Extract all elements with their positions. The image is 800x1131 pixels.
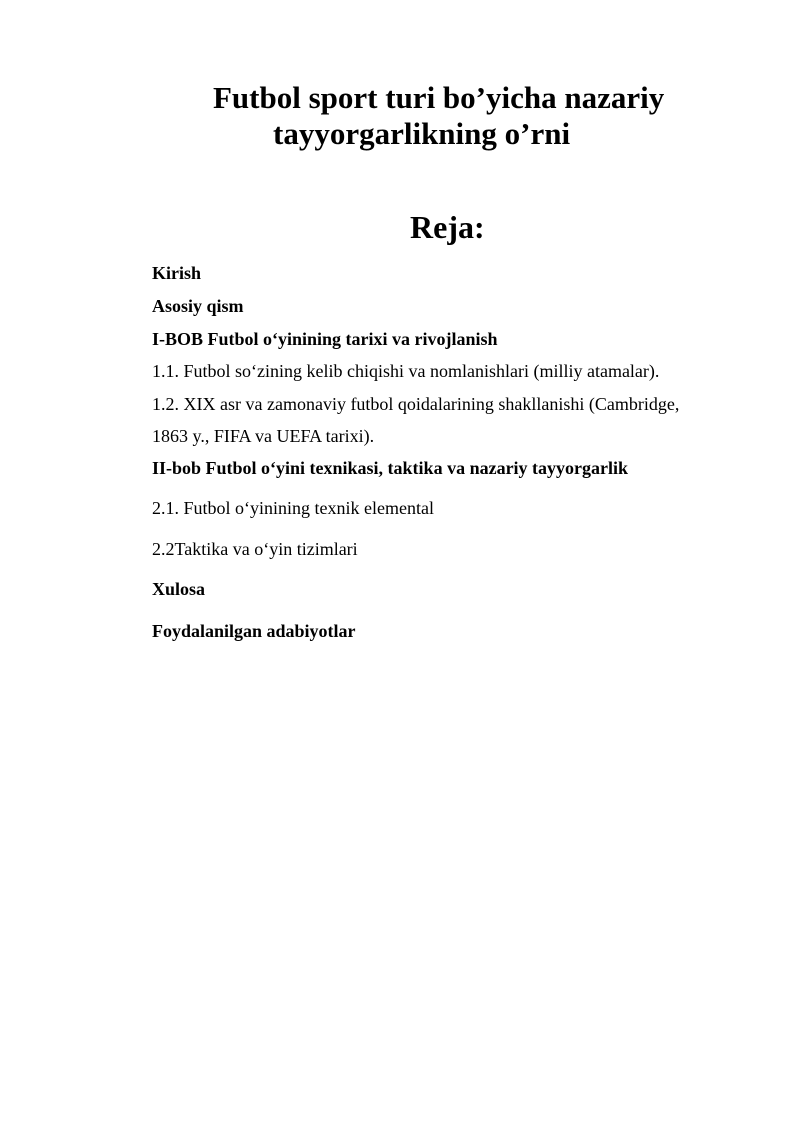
plan-item-section-1-2: 1.2. XIX asr va zamonaviy futbol qoidalarining shakllanishi (Cambridge, (152, 394, 680, 414)
plan-item-chapter-1: I-BOB Futbol o‘yinining tarixi va rivojlanish (152, 329, 498, 349)
plan-heading: Reja: (410, 209, 485, 245)
document-title-line-2: tayyorgarlikning o’rni (273, 116, 571, 151)
plan-item-section-2-1: 2.1. Futbol o‘yinining texnik elemental (152, 498, 434, 518)
plan-item-chapter-2: II-bob Futbol o‘yini texnikasi, taktika va nazariy tayyorgarlik (152, 458, 629, 478)
plan-item-main-part: Asosiy qism (152, 296, 244, 316)
plan-item-section-1-1: 1.1. Futbol so‘zining kelib chiqishi va nomlanishlari (milliy atamalar). (152, 361, 660, 381)
document-title-line-1: Futbol sport turi bo’yicha nazariy (213, 80, 665, 115)
plan-item-references: Foydalanilgan adabiyotlar (152, 621, 356, 641)
plan-item-conclusion: Xulosa (152, 579, 206, 599)
plan-item-section-1-2-continued: 1863 y., FIFA va UEFA tarixi). (152, 426, 375, 446)
plan-item-introduction: Kirish (152, 263, 202, 283)
plan-item-section-2-2: 2.2Taktika va o‘yin tizimlari (152, 539, 358, 559)
